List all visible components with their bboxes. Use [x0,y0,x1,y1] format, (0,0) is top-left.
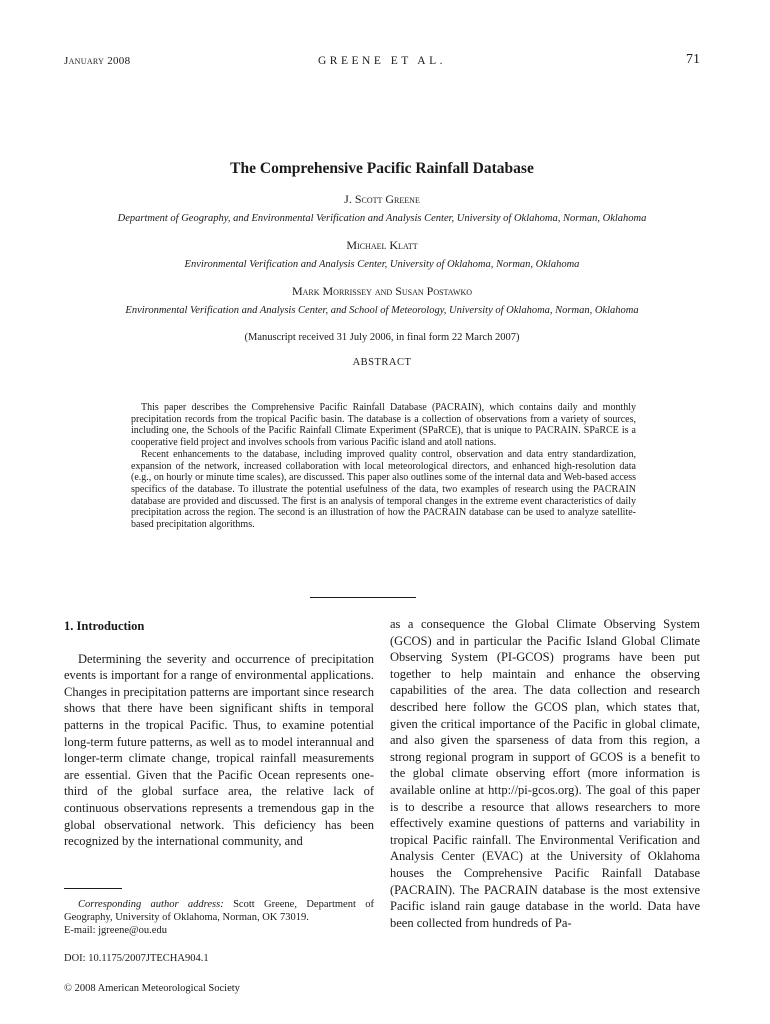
page-number: 71 [686,52,700,67]
footnote-email: E-mail: jgreene@ou.edu [64,925,167,936]
abstract-paragraph: Recent enhancements to the database, including improved quality control, observation and data entry standardization, expansion of the network, increased collaboration with local meteorological directors, and enhanced high-resolution data (e.g., on hourly or minute time scales), are discussed. This paper also outlines some of the internal data and Web-based access specifics of the database. To illustrate the potential usefulness of the data, two examples of research using the PACRAIN database are provided and discussed. The first is an analysis of temporal changes in the extreme event characteristics of daily precipitation across the region. The second is an illustration of how the PACRAIN database can be used to analyze satellite-based precipitation algorithms. [131,448,636,531]
abstract-divider [310,597,416,598]
author-name: Michael Klatt [346,238,418,252]
author-affiliation: Environmental Verification and Analysis Center, University of Oklahoma, Norman, Oklahoma [184,259,580,270]
footnote-divider [64,888,122,889]
body-paragraph: Determining the severity and occurrence of precipitation events is important for a range of environmental applications. Changes in precipitation patterns are important since research shows that there have been significant shifts in temporal patterns in the tropical Pacific. Thus, to examine potential long-term future patterns, as well as to model interannual and longer-term climate change, tropical rainfall measurements are essential. Given that the Pacific Ocean represents one-third of the global surface area, the relative lack of continuous observations represents a tremendous gap in the global observational network. This deficiency has been recognized by the international community, and [64,651,374,849]
footnote-paragraph [64,898,374,924]
section-heading: 1. Introduction [64,619,145,633]
running-head [64,52,700,72]
author-name: Mark Morrissey and Susan Postawko [291,284,473,298]
author-affiliation: Environmental Verification and Analysis Center, and School of Meteorology, University of Oklahoma, Norman, Oklahoma [125,305,639,316]
abstract [131,402,636,531]
copyright: © 2008 American Meteorological Society [64,983,240,994]
doi: DOI: 10.1175/2007JTECHA904.1 [64,953,209,964]
footnote-label: Corresponding author address: [78,899,224,910]
left-column [64,616,374,850]
running-head-date: January 2008 [64,55,131,67]
footnote-text: Scott Greene, Department of Geography, University of Oklahoma, Norman, OK 73019. [64,899,374,923]
paper-title: The Comprehensive Pacific Rainfall Database [230,160,534,177]
right-column [390,616,700,931]
running-head-authors: GREENE ET AL. [317,55,447,67]
author-name: J. Scott Greene [344,192,420,206]
manuscript-received: (Manuscript received 31 July 2006, in final form 22 March 2007) [244,332,520,343]
abstract-heading: ABSTRACT [352,357,412,368]
title-block [64,160,700,368]
abstract-paragraph: This paper describes the Comprehensive Pacific Rainfall Database (PACRAIN), which contains daily and monthly precipitation records from the tropical Pacific basin. The database is a collection of observations from a variety of sources, including one, the Schools of the Pacific Rainfall Climate Experiment (SPaRCE), that is unique to PACRAIN. SPaRCE is a cooperative field project and involves schools from various Pacific island and atoll nations. [131,402,636,449]
footnote [64,898,374,937]
body-paragraph: as a consequence the Global Climate Observing System (GCOS) and in particular the Pacific Island Global Climate Observing System (PI-GCOS) programs have been put together to help maintain and enhance the observing capabilities of the area. The data collection and research described here follow the GCOS plan, which states that, given the critical importance of the Pacific in global climate, and also given the sparseness of data from this region, a strong regional program in support of GCOS is a benefit to the global climate observing effort (more information is available online at http://pi-gcos.org). The goal of this paper is to describe a resource that allows researchers to more effectively examine questions of patterns and variability in tropical Pacific rainfall. The Environmental Verification and Analysis Center (EVAC) at the University of Oklahoma houses the Comprehensive Pacific Rainfall Database (PACRAIN). The PACRAIN database is the most extensive Pacific island rain gauge database in the world. Data have been collected from hundreds of Pa- [390,617,700,930]
author-affiliation: Department of Geography, and Environmental Verification and Analysis Center, University of Oklahoma, Norman, Oklahoma [117,213,647,224]
